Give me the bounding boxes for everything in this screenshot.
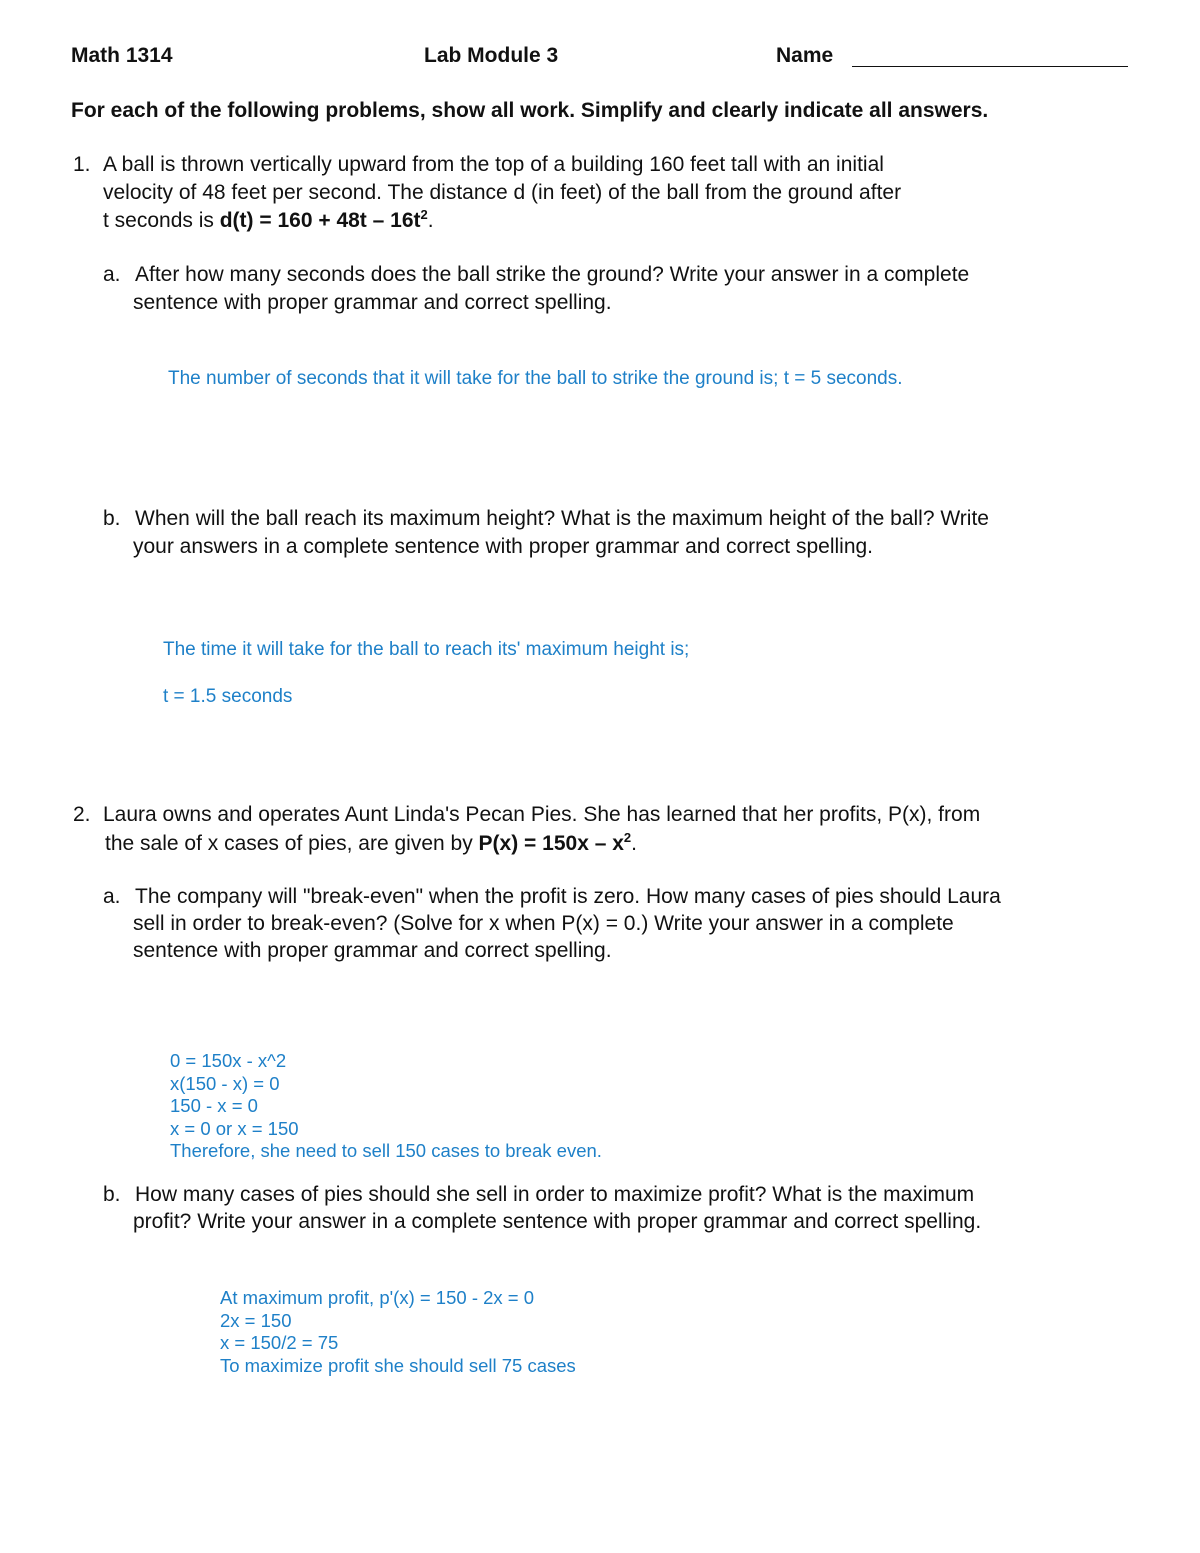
problem2a-answer: [170, 1050, 602, 1163]
course-title: Math 1314: [71, 44, 173, 67]
problem2-line2: [105, 830, 637, 858]
name-label: Name: [776, 44, 834, 67]
problem1b-answer-line1: The time it will take for the ball to reach its' maximum height is;: [163, 639, 690, 660]
problem2-formula-exponent: 2: [623, 830, 632, 845]
instructions: For each of the following problems, show all work. Simplify and clearly indicate all answers.: [71, 99, 989, 122]
problem2b-answer-line: To maximize profit she should sell 75 cases: [220, 1354, 576, 1376]
problem1-formula-exponent: 2: [420, 207, 428, 222]
problem1-line1: A ball is thrown vertically upward from the top of a building 160 feet tall with an initial: [103, 153, 884, 176]
problem2a-line3: sentence with proper grammar and correct spelling.: [133, 939, 612, 962]
problem1a-answer: The number of seconds that it will take for the ball to strike the ground is; t = 5 seconds.: [168, 368, 903, 389]
problem2b-line1: How many cases of pies should she sell in order to maximize profit? What is the maximum: [135, 1183, 975, 1206]
problem1a-label: a.: [103, 263, 121, 286]
problem1a-line2: sentence with proper grammar and correct spelling.: [133, 291, 612, 314]
problem1b-answer-line2: t = 1.5 seconds: [163, 686, 293, 707]
problem1b-line2: your answers in a complete sentence with proper grammar and correct spelling.: [133, 535, 874, 558]
problem1b-line1: When will the ball reach its maximum height? What is the maximum height of the ball? Write: [135, 507, 989, 530]
problem1-line3-prefix: t seconds is: [103, 209, 220, 232]
problem2b-label: b.: [103, 1183, 121, 1206]
problem2a-line1: The company will "break-even" when the profit is zero. How many cases of pies should Laura: [135, 885, 1001, 908]
problem2a-answer-line: Therefore, she need to sell 150 cases to break even.: [170, 1140, 602, 1161]
problem1-formula: [220, 209, 428, 232]
problem2b-line2: profit? Write your answer in a complete sentence with proper grammar and correct spelling.: [133, 1210, 982, 1233]
problem2-line2-suffix: .: [631, 832, 637, 855]
problem1-line3: [103, 207, 434, 235]
problem2b-answer-line: 2x = 150: [220, 1309, 292, 1331]
name-blank-line: [852, 66, 1128, 67]
problem2-formula-text: P(x) = 150x – x: [478, 832, 624, 855]
problem2b-answer-line: At maximum profit, p'(x) = 150 - 2x = 0: [220, 1287, 535, 1308]
problem1b-label: b.: [103, 507, 121, 530]
problem2a-label: a.: [103, 885, 121, 908]
problem2b-answer: [220, 1287, 576, 1377]
problem1-line3-suffix: .: [427, 209, 434, 232]
problem2a-answer-line: 150 - x = 0: [170, 1095, 258, 1116]
problem2-formula: [479, 832, 632, 855]
module-title: Lab Module 3: [424, 44, 559, 67]
problem2a-answer-line: x = 0 or x = 150: [170, 1117, 299, 1139]
problem2a-line2: sell in order to break-even? (Solve for x when P(x) = 0.) Write your answer in a complete: [133, 912, 954, 935]
problem1-line2: velocity of 48 feet per second. The distance d (in feet) of the ball from the ground after: [103, 181, 902, 204]
problem2-number: 2.: [73, 803, 91, 826]
problem2a-answer-line: x(150 - x) = 0: [170, 1072, 280, 1094]
problem2-line1: Laura owns and operates Aunt Linda's Pecan Pies. She has learned that her profits, P(x), from: [103, 803, 981, 826]
problem2a-answer-line: 0 = 150x - x^2: [170, 1050, 287, 1071]
problem1a-line1: After how many seconds does the ball strike the ground? Write your answer in a complete: [135, 263, 970, 286]
problem2-line2-prefix: the sale of x cases of pies, are given by: [105, 832, 479, 855]
problem1-number: 1.: [73, 153, 91, 176]
problem1-formula-text: d(t) = 160 + 48t – 16t: [219, 209, 421, 232]
problem2b-answer-line: x = 150/2 = 75: [220, 1332, 339, 1353]
